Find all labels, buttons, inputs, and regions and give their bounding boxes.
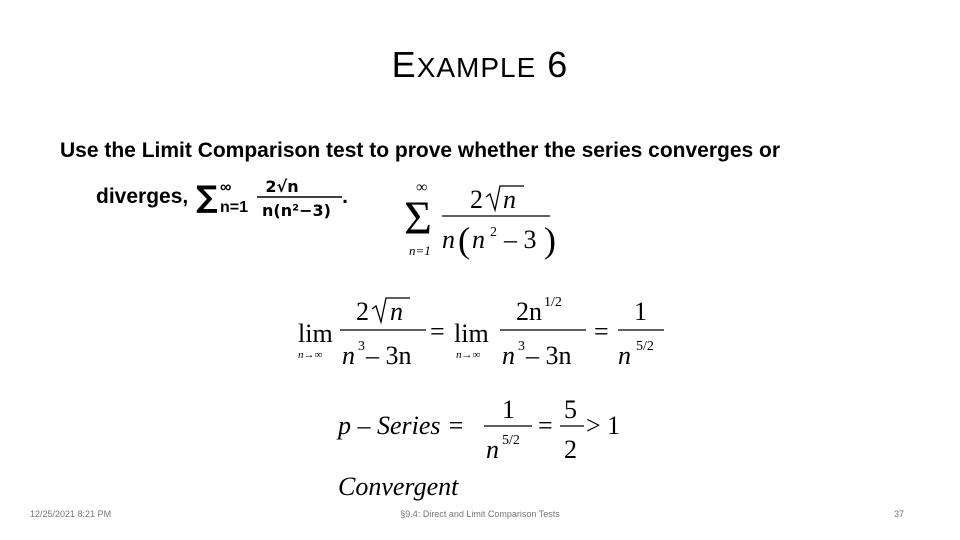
footer-section: §9.4: Direct and Limit Comparison Tests xyxy=(400,509,560,519)
prompt-line-1: Use the Limit Comparison test to prove whether the series converges or xyxy=(60,139,781,162)
inline-denominator: n(n²−3) xyxy=(262,201,332,221)
inline-series xyxy=(194,174,342,220)
pseries-equation xyxy=(336,390,636,466)
series-den-n2: n xyxy=(472,225,485,254)
pseries-label: p – Series = xyxy=(338,411,465,440)
f2-den-n: n xyxy=(502,341,515,370)
left-paren: ( xyxy=(458,220,470,260)
pseries-f2-numerator: 5 xyxy=(564,395,577,424)
sum-upper-limit: ∞ xyxy=(416,179,428,196)
pseries-f2-denominator: 2 xyxy=(564,435,577,464)
pseries-equals: = xyxy=(538,411,553,440)
pseries-f1-den-exponent: 5/2 xyxy=(502,433,520,448)
slide-title xyxy=(0,44,960,86)
equals-2: = xyxy=(594,317,609,346)
f1-den-rest: – 3n xyxy=(366,341,412,370)
f2-num-exponent: 1/2 xyxy=(544,295,562,310)
series-den-minus-3: – 3 xyxy=(504,225,537,254)
limit-equation xyxy=(296,290,676,372)
inline-numerator: 2√n xyxy=(265,177,299,197)
sigma-symbol: Σ xyxy=(404,192,432,245)
pseries-f1-numerator: 1 xyxy=(502,395,515,424)
inline-sigma: ∑ xyxy=(196,180,218,216)
f3-den-n: n xyxy=(618,341,631,370)
pseries-f1-den-n: n xyxy=(486,435,499,464)
f1-num-n: n xyxy=(390,297,403,326)
equals-1: = xyxy=(430,317,445,346)
series-num-n: n xyxy=(503,185,516,214)
f3-numerator: 1 xyxy=(634,297,647,326)
lim-1-subscript: n→∞ xyxy=(298,349,323,361)
footer-date: 12/25/2021 8:21 PM xyxy=(30,509,112,519)
sum-lower-limit: n=1 xyxy=(409,243,431,258)
lim-2: lim xyxy=(454,319,489,348)
f3-den-exponent: 5/2 xyxy=(636,339,654,354)
f1-num-coefficient: 2 xyxy=(356,297,369,326)
prompt-diverges-text: diverges, xyxy=(96,185,195,208)
conclusion xyxy=(336,468,496,504)
lim-1: lim xyxy=(298,319,333,348)
series-den-n: n xyxy=(442,225,455,254)
title-initial: E xyxy=(391,44,417,85)
conclusion-text: Convergent xyxy=(338,472,459,501)
series-den-exponent: 2 xyxy=(490,225,497,240)
f2-den-exponent: 3 xyxy=(518,339,525,354)
f2-den-rest: – 3n xyxy=(526,341,572,370)
series-num-coefficient: 2 xyxy=(470,185,483,214)
series-expression xyxy=(400,178,570,268)
footer-page-number: 37 xyxy=(893,509,904,519)
right-paren: ) xyxy=(544,220,556,260)
lim-2-subscript: n→∞ xyxy=(456,349,481,361)
pseries-greater-than-one: > 1 xyxy=(586,411,621,440)
f2-numerator: 2n xyxy=(516,297,542,326)
f1-den-exponent: 3 xyxy=(358,339,365,354)
prompt-period: . xyxy=(342,185,348,208)
inline-lower-limit: n=1 xyxy=(220,199,249,217)
title-number: 6 xyxy=(536,44,569,85)
inline-upper-limit: ∞ xyxy=(220,179,232,197)
title-rest: XAMPLE xyxy=(416,52,537,83)
f1-den-n: n xyxy=(342,341,355,370)
